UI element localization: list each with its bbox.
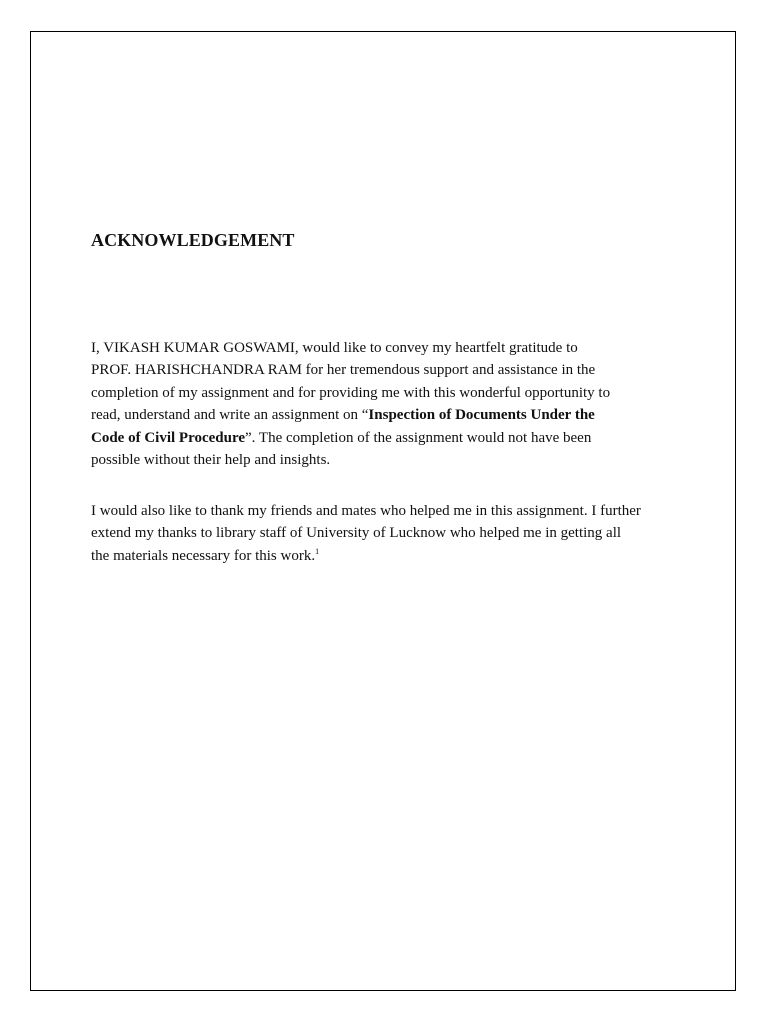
paragraph-1-line-6: possible without their help and insights. (91, 452, 331, 469)
paragraph-2-line-3-text: the materials necessary for this work. (91, 547, 316, 564)
assignment-title-part-1: Inspection of Documents Under the (368, 407, 595, 424)
paragraph-2-line-2: extend my thanks to library staff of University of Lucknow who helped me in getting all (91, 525, 622, 542)
acknowledgement-paragraph-1 (91, 337, 691, 471)
paragraph-1-line-1: I, VIKASH KUMAR GOSWAMI, would like to convey my heartfelt gratitude to (91, 340, 578, 356)
paragraph-1-line-5-text: ”. The completion of the assignment would not have been (245, 429, 592, 446)
paragraph-1-line-4-text: read, understand and write an assignment on “ (91, 407, 369, 424)
page-title: ACKNOWLEDGEMENT (91, 230, 295, 250)
paragraph-1-line-4 (91, 404, 691, 426)
paragraph-1-line-5 (91, 427, 691, 449)
paragraph-2-line-3 (91, 545, 691, 567)
acknowledgement-paragraph-2 (91, 500, 691, 567)
paragraph-1-line-3: completion of my assignment and for providing me with this wonderful opportunity to (91, 384, 611, 401)
paragraph-1-line-2: PROF. HARISHCHANDRA RAM for her tremendous support and assistance in the (91, 362, 596, 379)
footnote-marker: 1 (315, 546, 320, 556)
assignment-title-part-2: Code of Civil Procedure (91, 429, 246, 446)
paragraph-2-line-1: I would also like to thank my friends and mates who helped me in this assignment. I further (91, 503, 641, 519)
